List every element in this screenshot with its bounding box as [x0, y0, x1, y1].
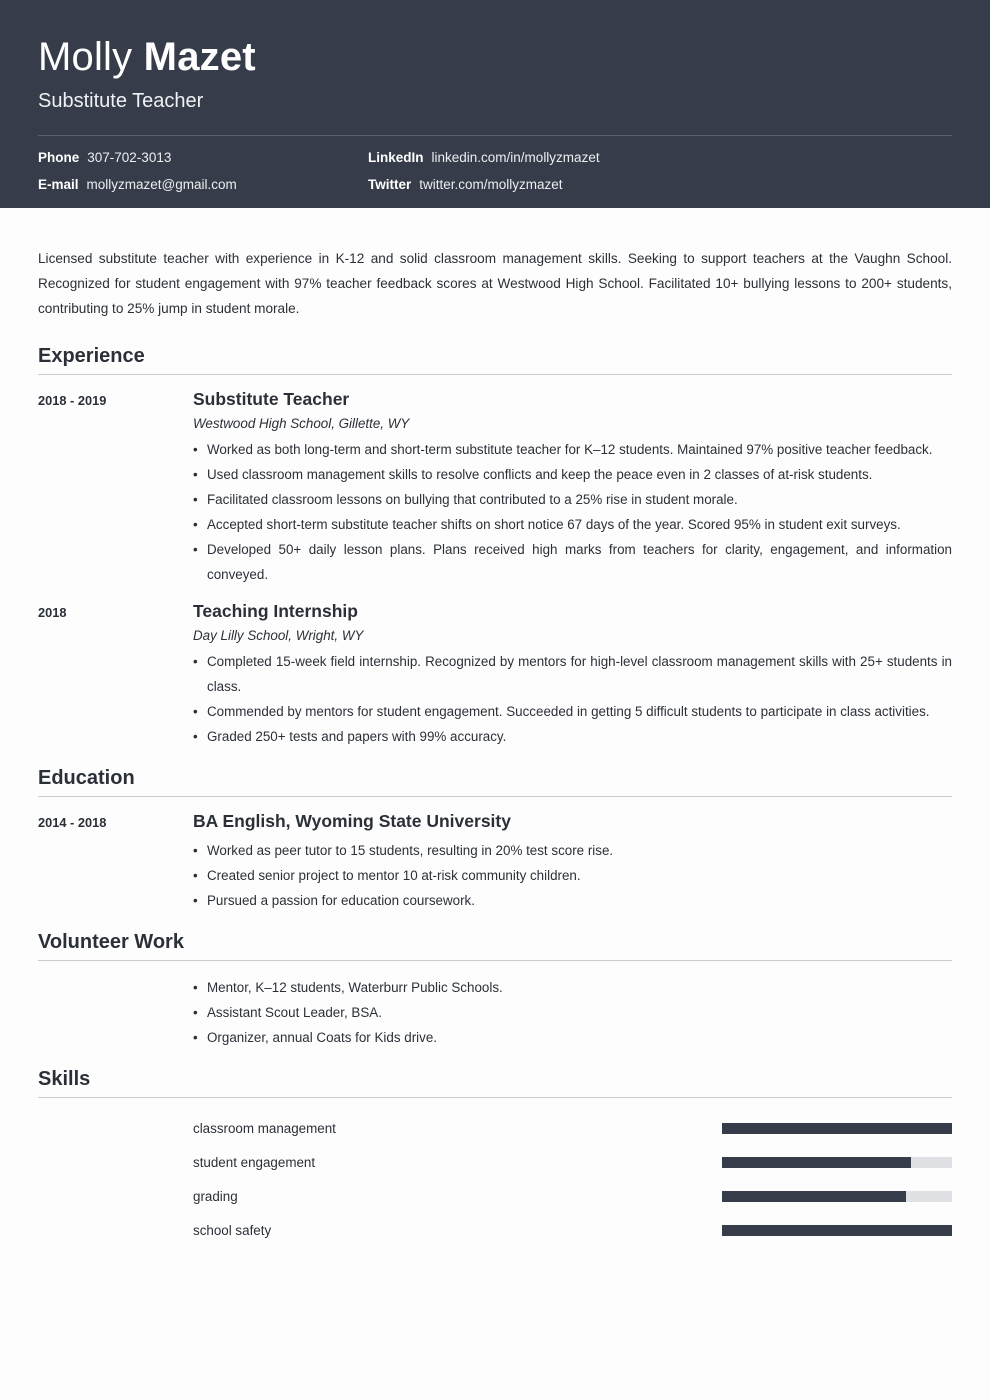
entry-title: Substitute Teacher — [193, 388, 350, 409]
contact-label: Phone — [38, 150, 80, 165]
list-item: • Used classroom management skills to resolve conflicts and keep the peace even in 2 classes of at-risk students. — [193, 462, 952, 487]
section-title-skills: Skills — [38, 1067, 91, 1090]
list-item: • Pursued a passion for education coursework. — [193, 888, 952, 913]
education-entry — [38, 811, 952, 913]
section-title-experience: Experience — [38, 344, 145, 367]
page-title — [38, 34, 952, 80]
last-name: Mazet — [143, 35, 256, 79]
contact-label: Twitter — [368, 177, 412, 192]
skill-name: grading — [193, 1189, 238, 1205]
skill-item — [38, 1180, 952, 1214]
contact-value[interactable]: mollyzmazet@gmail.com — [86, 177, 237, 192]
contact-value[interactable]: twitter.com/mollyzmazet — [419, 177, 563, 192]
section-divider — [38, 960, 952, 961]
entry-main — [193, 601, 952, 749]
experience-entry — [38, 601, 952, 749]
skill-name: student engagement — [193, 1155, 316, 1171]
list-item: • Assistant Scout Leader, BSA. — [193, 1000, 952, 1025]
entry-bullets — [193, 437, 952, 587]
list-item: • Developed 50+ daily lesson plans. Plans received high marks from teachers for clarity, engagement, and information conveyed. — [193, 537, 952, 587]
skill-level-fill — [722, 1191, 906, 1202]
contact-list — [38, 150, 952, 192]
header-divider — [38, 135, 952, 136]
professional-summary: Licensed substitute teacher with experience in K-12 and solid classroom management skills. Seeking to support teachers at the Vaughn School. Recognized for student engagement with 97% teacher feedback scores at Westwood High School. Facilitated 10+ bullying lessons to 200+ students, contributing to 25% jump in student morale. — [38, 250, 952, 316]
entry-date: 2018 — [38, 604, 67, 620]
contact-phone — [38, 150, 368, 165]
experience-entry — [38, 389, 952, 587]
contact-twitter[interactable] — [368, 177, 952, 192]
entry-date — [38, 975, 193, 1050]
skill-item — [38, 1112, 952, 1146]
list-item: • Commended by mentors for student engagement. Succeeded in getting 5 difficult students to participate in class activities. — [193, 699, 952, 724]
list-item: • Mentor, K–12 students, Waterburr Public Schools. — [193, 975, 952, 1000]
entry-bullets — [193, 649, 952, 749]
entry-subtitle: Day Lilly School, Wright, WY — [193, 627, 364, 643]
list-item: • Completed 15-week field internship. Recognized by mentors for high-level classroom management skills with 25+ students in class. — [193, 649, 952, 699]
contact-value[interactable]: linkedin.com/in/mollyzmazet — [431, 150, 600, 165]
section-volunteer-work — [38, 931, 952, 1050]
entry-bullets — [193, 975, 952, 1050]
entry-bullets — [193, 838, 952, 913]
section-title-volunteer: Volunteer Work — [38, 930, 184, 953]
contact-linkedin[interactable] — [368, 150, 952, 165]
entry-title: BA English, Wyoming State University — [193, 810, 511, 831]
contact-email[interactable] — [38, 177, 368, 192]
section-experience — [38, 345, 952, 749]
entry-main — [193, 975, 952, 1050]
skill-level-bar — [722, 1191, 952, 1202]
contact-label: LinkedIn — [368, 150, 424, 165]
list-item: • Worked as peer tutor to 15 students, resulting in 20% test score rise. — [193, 838, 952, 863]
skill-level-fill — [722, 1157, 911, 1168]
skill-name: school safety — [193, 1223, 272, 1239]
skill-level-bar — [722, 1225, 952, 1236]
contact-label: E-mail — [38, 177, 79, 192]
list-item: • Organizer, annual Coats for Kids drive. — [193, 1025, 952, 1050]
section-title-education: Education — [38, 766, 135, 789]
entry-main — [193, 389, 952, 587]
resume-body — [0, 222, 990, 1248]
entry-date: 2018 - 2019 — [38, 392, 107, 408]
list-item: • Created senior project to mentor 10 at-risk community children. — [193, 863, 952, 888]
first-name: Molly — [38, 35, 133, 79]
resume-header — [0, 0, 990, 208]
section-divider — [38, 796, 952, 797]
entry-date: 2014 - 2018 — [38, 814, 107, 830]
section-skills — [38, 1068, 952, 1248]
entry-main — [193, 811, 952, 913]
entry-subtitle: Westwood High School, Gillette, WY — [193, 415, 410, 431]
list-item: • Graded 250+ tests and papers with 99% accuracy. — [193, 724, 952, 749]
entry-title: Teaching Internship — [193, 600, 358, 621]
contact-value: 307-702-3013 — [87, 150, 172, 165]
list-item: • Worked as both long-term and short-term substitute teacher for K–12 students. Maintained 97% positive teacher feedback. — [193, 437, 952, 462]
skill-level-fill — [722, 1225, 952, 1236]
skill-item — [38, 1146, 952, 1180]
job-title: Substitute Teacher — [38, 90, 204, 112]
skill-item — [38, 1214, 952, 1248]
skill-level-fill — [722, 1123, 952, 1134]
skill-name: classroom management — [193, 1121, 336, 1137]
section-divider — [38, 374, 952, 375]
section-divider — [38, 1097, 952, 1098]
volunteer-entry — [38, 975, 952, 1050]
skill-level-bar — [722, 1123, 952, 1134]
skill-level-bar — [722, 1157, 952, 1168]
section-education — [38, 767, 952, 913]
list-item: • Facilitated classroom lessons on bullying that contributed to a 25% rise in student morale. — [193, 487, 952, 512]
list-item: • Accepted short-term substitute teacher shifts on short notice 67 days of the year. Scored 95% in student exit surveys. — [193, 512, 952, 537]
